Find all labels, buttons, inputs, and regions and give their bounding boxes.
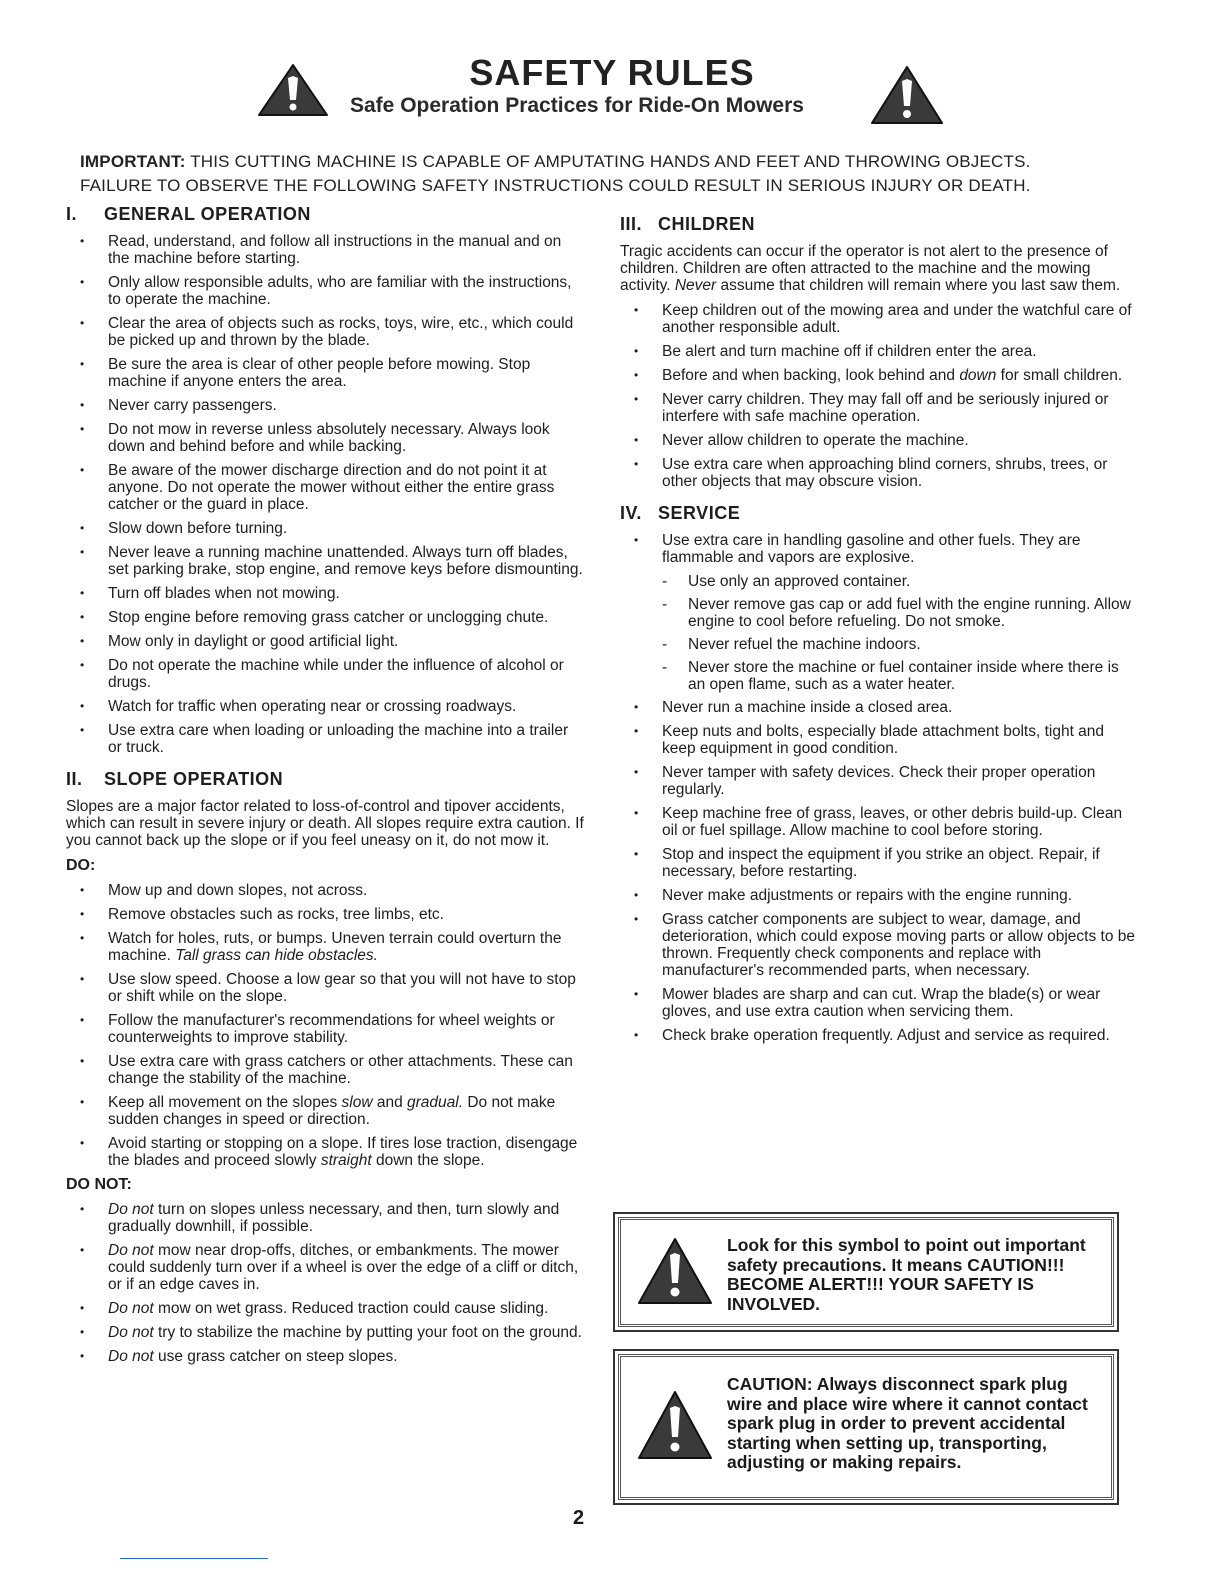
warning-triangle-icon <box>637 1389 713 1466</box>
list-item: • Never leave a running machine unattended. Always turn off blades, set parking brake, stop engine, and remove keys before dismounting. <box>66 544 586 578</box>
section-heading: III. CHILDREN <box>620 214 755 234</box>
list-item: • Be alert and turn machine off if children enter the area. <box>620 343 1135 360</box>
general-operation-list <box>66 233 586 756</box>
list-item: • Only allow responsible adults, who are familiar with the instructions, to operate the machine. <box>66 274 586 308</box>
list-item: • Never carry children. They may fall off and be seriously injured or interfere with safe machine operation. <box>620 391 1135 425</box>
list-item: • Before and when backing, look behind and down for small children. <box>620 367 1135 384</box>
list-item: • Use extra care with grass catchers or other attachments. These can change the stability of the machine. <box>66 1053 586 1087</box>
list-item: • Mow up and down slopes, not across. <box>66 882 586 899</box>
list-item: - Never remove gas cap or add fuel with the engine running. Allow engine to cool before refueling. Do not smoke. <box>620 596 1135 630</box>
caution-text: CAUTION: Always disconnect spark plug wire and place wire where it cannot contact spark plug in order to prevent accidental starting when setting up, transporting, adjusting or making repairs. <box>727 1374 1088 1472</box>
list-item: • Do not try to stabilize the machine by putting your foot on the ground. <box>66 1324 586 1341</box>
list-item: - Never refuel the machine indoors. <box>620 636 1135 653</box>
list-item: • Keep children out of the mowing area and under the watchful care of another responsible adult. <box>620 302 1135 336</box>
list-item: • Use extra care when loading or unloading the machine into a trailer or truck. <box>66 722 586 756</box>
safety-symbol-notice <box>613 1212 1119 1332</box>
important-line-1: THIS CUTTING MACHINE IS CAPABLE OF AMPUTATING HANDS AND FEET AND THROWING OBJECTS. <box>190 152 1031 171</box>
list-item: • Grass catcher components are subject to wear, damage, and deterioration, which could expose moving parts or allow objects to be thrown. Frequently check components and replace with manufacturer's recommended parts, when necessary. <box>620 911 1135 979</box>
list-item: • Keep nuts and bolts, especially blade attachment bolts, tight and keep equipment in good condition. <box>620 723 1135 757</box>
list-item: • Watch for traffic when operating near or crossing roadways. <box>66 698 586 715</box>
right-column <box>620 216 1135 1051</box>
children-intro: Tragic accidents can occur if the operator is not alert to the presence of children. Children are often attracted to the machine and the mowing activity. Never assume that children will remain where you last saw them. <box>620 243 1121 294</box>
children-list <box>620 302 1135 490</box>
list-item: • Keep machine free of grass, leaves, or other debris build-up. Clean oil or fuel spillage. Allow machine to cool before storing. <box>620 805 1135 839</box>
list-item: • Check brake operation frequently. Adjust and service as required. <box>620 1027 1135 1044</box>
page-title: SAFETY RULES <box>469 52 755 93</box>
fuel-sub-list <box>620 573 1135 693</box>
do-heading: DO: <box>66 857 96 874</box>
list-item: • Clear the area of objects such as rocks, toys, wire, etc., which could be picked up and thrown by the blade. <box>66 315 586 349</box>
page-subtitle: Safe Operation Practices for Ride-On Mowers <box>350 94 804 117</box>
list-item: • Be sure the area is clear of other people before mowing. Stop machine if anyone enters the area. <box>66 356 586 390</box>
list-item: • Keep all movement on the slopes slow and gradual. Do not make sudden changes in speed or direction. <box>66 1094 586 1128</box>
warning-triangle-icon <box>637 1236 713 1311</box>
list-item: • Stop engine before removing grass catcher or unclogging chute. <box>66 609 586 626</box>
important-notice <box>80 150 1140 198</box>
list-item: - Never store the machine or fuel container inside where there is an open flame, such as a water heater. <box>620 659 1135 693</box>
list-item: • Never carry passengers. <box>66 397 586 414</box>
page-number: 2 <box>573 1507 585 1529</box>
list-item: • Stop and inspect the equipment if you strike an object. Repair, if necessary, before restarting. <box>620 846 1135 880</box>
slope-do-not-list <box>66 1201 586 1365</box>
list-item: • Do not operate the machine while under the influence of alcohol or drugs. <box>66 657 586 691</box>
caution-notice <box>613 1349 1119 1505</box>
list-item: - Use only an approved container. <box>620 573 1135 590</box>
list-item: • Turn off blades when not mowing. <box>66 585 586 602</box>
list-item: • Use extra care in handling gasoline and other fuels. They are flammable and vapors are explosive. <box>620 532 1135 566</box>
list-item: • Mower blades are sharp and can cut. Wrap the blade(s) or wear gloves, and use extra caution when servicing them. <box>620 986 1135 1020</box>
list-item: • Never allow children to operate the machine. <box>620 432 1135 449</box>
list-item: • Do not turn on slopes unless necessary, and then, turn slowly and gradually downhill, if possible. <box>66 1201 586 1235</box>
list-item: • Be aware of the mower discharge direction and do not point it at anyone. Do not operate the mower without either the entire grass catcher or the guard in place. <box>66 462 586 513</box>
list-item: • Remove obstacles such as rocks, tree limbs, etc. <box>66 906 586 923</box>
left-column <box>66 206 586 1372</box>
list-item: • Watch for holes, ruts, or bumps. Uneven terrain could overturn the machine. Tall grass can hide obstacles. <box>66 930 586 964</box>
list-item: • Use extra care when approaching blind corners, shrubs, trees, or other objects that may obscure vision. <box>620 456 1135 490</box>
section-heading: I. GENERAL OPERATION <box>66 204 311 224</box>
important-line-2: FAILURE TO OBSERVE THE FOLLOWING SAFETY INSTRUCTIONS COULD RESULT IN SERIOUS INJURY OR DEATH. <box>80 176 1031 195</box>
do-not-heading: DO NOT: <box>66 1176 132 1193</box>
section-heading: II. SLOPE OPERATION <box>66 769 284 789</box>
list-item: • Never make adjustments or repairs with the engine running. <box>620 887 1135 904</box>
list-item: • Do not mow in reverse unless absolutely necessary. Always look down and behind before and while backing. <box>66 421 586 455</box>
service-list-continued <box>620 699 1135 1044</box>
warning-triangle-icon <box>870 64 944 131</box>
list-item: • Mow only in daylight or good artificial light. <box>66 633 586 650</box>
list-item: • Read, understand, and follow all instructions in the manual and on the machine before starting. <box>66 233 586 267</box>
list-item: • Do not mow on wet grass. Reduced traction could cause sliding. <box>66 1300 586 1317</box>
service-list <box>620 532 1135 566</box>
list-item: • Never run a machine inside a closed area. <box>620 699 1135 716</box>
list-item: • Do not use grass catcher on steep slopes. <box>66 1348 586 1365</box>
page-header <box>0 50 1224 160</box>
footer-rule <box>120 1558 268 1559</box>
safety-symbol-text: Look for this symbol to point out important safety precautions. It means CAUTION!!! BECOME ALERT!!! YOUR SAFETY IS INVOLVED. <box>727 1235 1086 1314</box>
list-item: • Follow the manufacturer's recommendations for wheel weights or counterweights to improve stability. <box>66 1012 586 1046</box>
list-item: • Avoid starting or stopping on a slope. If tires lose traction, disengage the blades and proceed slowly straight down the slope. <box>66 1135 586 1169</box>
slope-do-list <box>66 882 586 1169</box>
list-item: • Do not mow near drop-offs, ditches, or embankments. The mower could suddenly turn over if a wheel is over the edge of a cliff or ditch, or if an edge caves in. <box>66 1242 586 1293</box>
list-item: • Use slow speed. Choose a low gear so that you will not have to stop or shift while on the slope. <box>66 971 586 1005</box>
important-label: IMPORTANT: <box>80 152 186 171</box>
section-heading: IV. SERVICE <box>620 503 741 523</box>
list-item: • Never tamper with safety devices. Check their proper operation regularly. <box>620 764 1135 798</box>
list-item: • Slow down before turning. <box>66 520 586 537</box>
slope-intro: Slopes are a major factor related to loss-of-control and tipover accidents, which can result in severe injury or death. All slopes require extra caution. If you cannot back up the slope or if you feel uneasy on it, do not mow it. <box>66 798 584 849</box>
